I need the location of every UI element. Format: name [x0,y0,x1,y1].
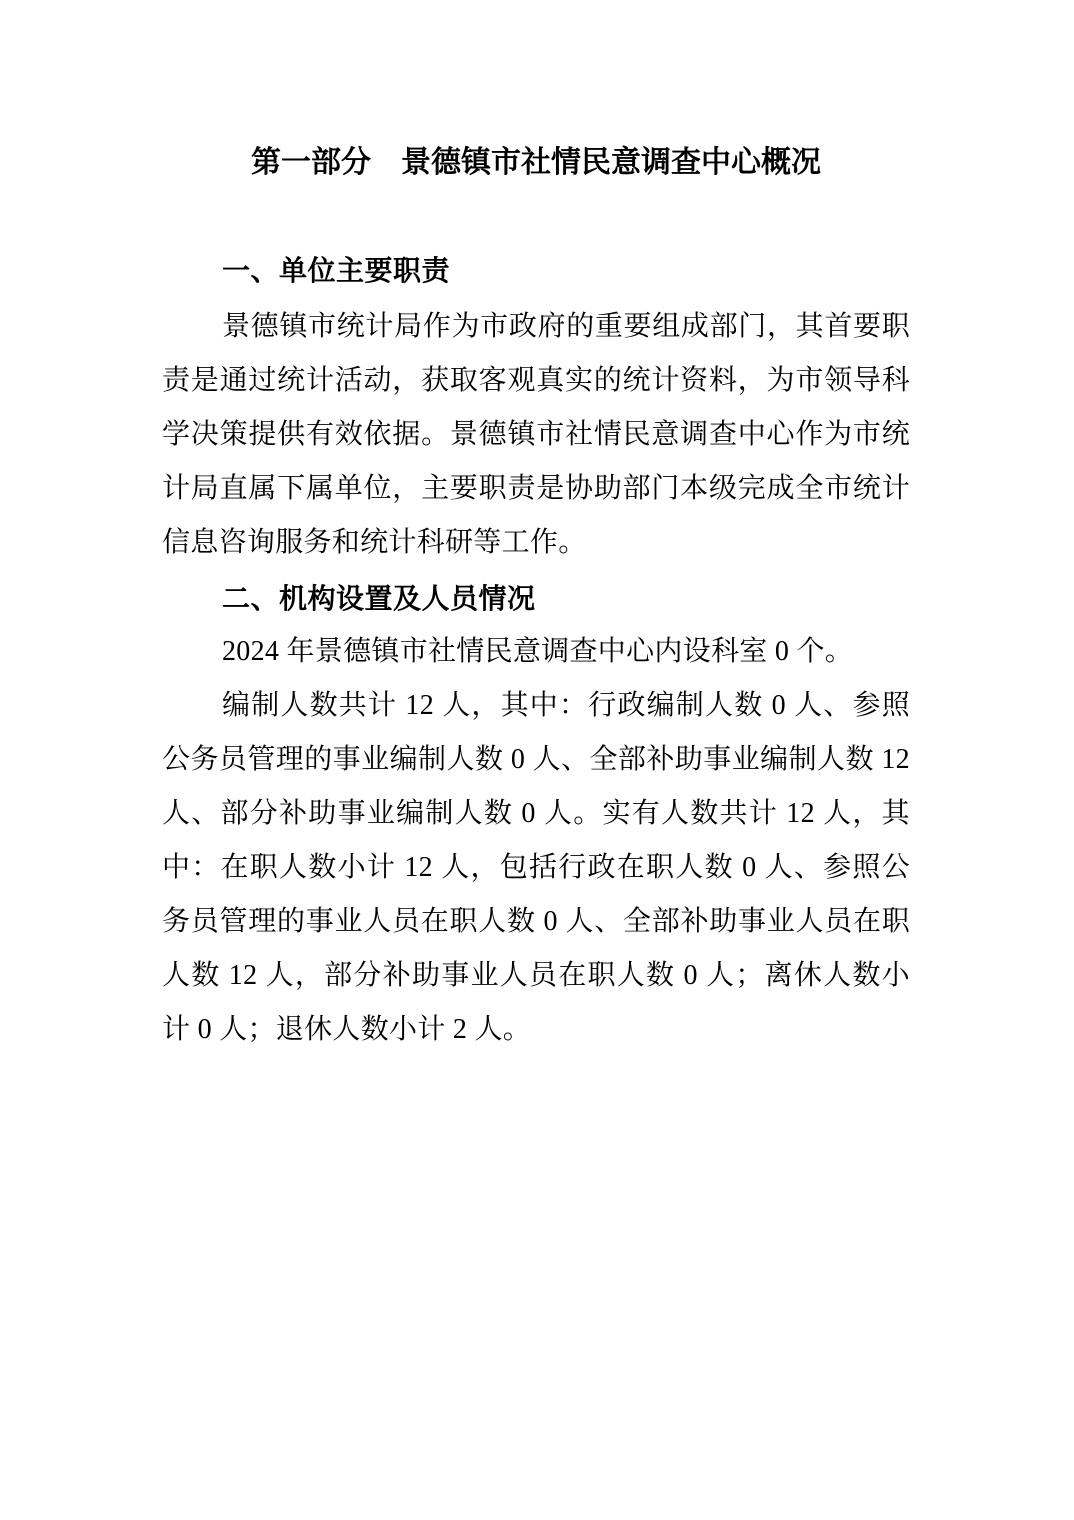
section-heading-1: 一、单位主要职责 [222,255,451,286]
paragraph-line: 责是通过统计活动，获取客观真实的统计资料，为市领导科 [162,365,910,396]
paragraph-internal-departments [162,625,910,679]
paragraph-line: 学决策提供有效依据。景德镇市社情民意调查中心作为市统 [162,419,910,450]
paragraph-line: 计 0 人；退休人数小计 2 人。 [162,1014,532,1045]
paragraph-line: 编制人数共计 12 人，其中：行政编制人数 0 人、参照 [222,690,910,721]
paragraph-personnel-counts [162,679,910,1057]
paragraph-line: 务员管理的事业人员在职人数 0 人、全部补助事业人员在职 [162,906,910,937]
paragraph-line: 人、部分补助事业编制人数 0 人。实有人数共计 12 人，其 [162,798,910,829]
paragraph-line: 公务员管理的事业编制人数 0 人、全部补助事业编制人数 12 [162,744,910,775]
paragraph-line: 人数 12 人，部分补助事业人员在职人数 0 人；离休人数小 [162,960,910,991]
document-title: 第一部分 景德镇市社情民意调查中心概况 [251,146,821,179]
paragraph-line: 2024 年景德镇市社情民意调查中心内设科室 0 个。 [222,636,854,667]
paragraph-unit-responsibilities [162,300,910,570]
section-heading-2: 二、机构设置及人员情况 [222,583,536,614]
paragraph-line: 计局直属下属单位，主要职责是协助部门本级完成全市统计 [162,473,910,504]
paragraph-line: 信息咨询服务和统计科研等工作。 [162,527,587,558]
paragraph-line: 中：在职人数小计 12 人，包括行政在职人数 0 人、参照公 [162,852,910,883]
paragraph-line: 景德镇市统计局作为市政府的重要组成部门，其首要职 [222,311,910,342]
